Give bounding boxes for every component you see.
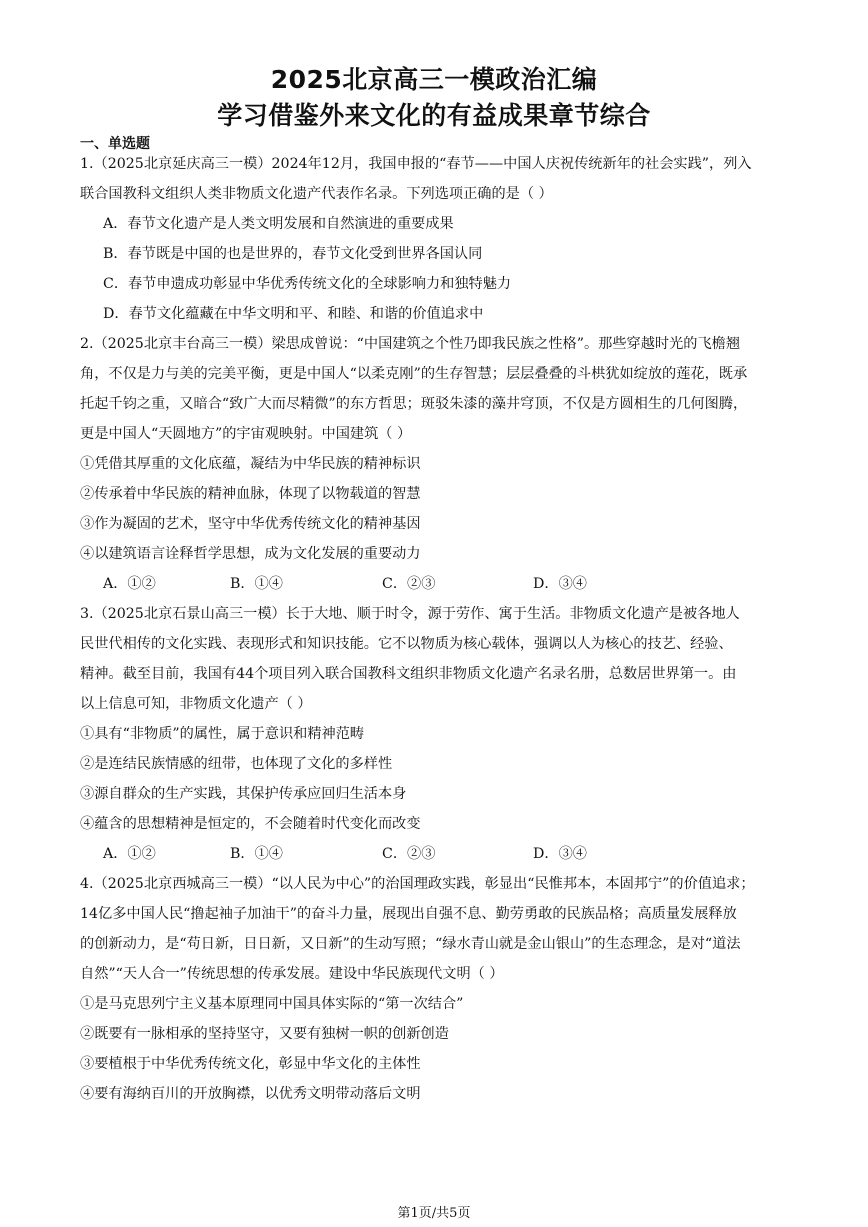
q1-stem-line: 1.（2025北京延庆高三一模）2024年12月，我国申报的“春节——中国人庆祝传统新年的社会实践”，列入 (80, 156, 752, 172)
section-heading: 一、单选题 (80, 136, 150, 152)
q4-item-3: ③要植根于中华优秀传统文化，彰显中华文化的主体性 (80, 1056, 421, 1072)
q1-option-c: C．春节申遗成功彰显中华优秀传统文化的全球影响力和独特魅力 (103, 276, 512, 292)
q2-choice-b: B．①④ (230, 576, 283, 592)
q3-item-1: ①具有“非物质”的属性，属于意识和精神范畴 (80, 726, 365, 742)
q3-choice-b: B．①④ (230, 846, 283, 862)
q3-stem-line: 以上信息可知，非物质文化遗产（ ） (80, 696, 312, 712)
q3-stem-line: 民世代相传的文化实践、表现形式和知识技能。它不以物质为核心载体，强调以人为核心的技艺、经验、 (80, 636, 733, 652)
q1-option-b: B．春节既是中国的也是世界的，春节文化受到世界各国认同 (103, 246, 483, 262)
q4-stem-line: 的创新动力，是“苟日新，日日新，又日新”的生动写照；“绿水青山就是金山银山”的生态理念，是对“道法 (80, 936, 741, 952)
q3-choice-d: D．③④ (533, 846, 587, 862)
q4-item-4: ④要有海纳百川的开放胸襟，以优秀文明带动落后文明 (80, 1086, 421, 1102)
q3-item-3: ③源自群众的生产实践，其保护传承应回归生活本身 (80, 786, 407, 802)
q2-item-3: ③作为凝固的艺术，坚守中华优秀传统文化的精神基因 (80, 516, 421, 532)
q4-stem-line: 4.（2025北京西城高三一模）“以人民为中心”的治国理政实践，彰显出“民惟邦本，本固邦宁”的价值追求； (80, 876, 755, 892)
q4-stem-line: 自然”“天人合一”传统思想的传承发展。建设中华民族现代文明（ ） (80, 966, 504, 982)
q2-stem-line: 2.（2025北京丰台高三一模）梁思成曾说：“中国建筑之个性乃即我民族之性格”。那些穿越时光的飞檐翘 (80, 336, 741, 352)
q3-choice-c: C．②③ (382, 846, 436, 862)
q2-item-2: ②传承着中华民族的精神血脉，体现了以物载道的智慧 (80, 486, 421, 502)
q1-option-a: A．春节文化遗产是人类文明发展和自然演进的重要成果 (103, 216, 454, 232)
q2-item-4: ④以建筑语言诠释哲学思想，成为文化发展的重要动力 (80, 546, 421, 562)
q4-stem-line: 14亿多中国人民“撸起袖子加油干”的奋斗力量，展现出自强不息、勤劳勇敢的民族品格；高质量发展释放 (80, 906, 737, 922)
q4-item-1: ①是马克思列宁主义基本原理同中国具体实际的“第一次结合” (80, 996, 464, 1012)
document-title: 2025北京高三一模政治汇编 (270, 65, 598, 94)
q3-item-2: ②是连结民族情感的纽带，也体现了文化的多样性 (80, 756, 393, 772)
q2-choice-a: A．①② (103, 576, 156, 592)
page-footer: 第1页/共5页 (397, 1206, 471, 1221)
q2-stem-line: 更是中国人“天圆地方”的宇宙观映射。中国建筑（ ） (80, 426, 412, 442)
document-subtitle: 学习借鉴外来文化的有益成果章节综合 (217, 101, 651, 130)
q2-choice-d: D．③④ (533, 576, 587, 592)
q4-item-2: ②既要有一脉相承的坚持坚守，又要有独树一帜的创新创造 (80, 1026, 449, 1042)
q3-stem-line: 精神。截至目前，我国有44个项目列入联合国教科文组织非物质文化遗产名录名册，总数居世界第一。由 (80, 666, 737, 682)
q3-item-4: ④蕴含的思想精神是恒定的，不会随着时代变化而改变 (80, 816, 421, 832)
q3-stem-line: 3.（2025北京石景山高三一模）长于大地、顺于时令，源于劳作、寓于生活。非物质文化遗产是被各地人 (80, 606, 740, 622)
q2-stem-line: 角，不仅是力与美的完美平衡，更是中国人“以柔克刚”的生存智慧；层层叠叠的斗栱犹如绽放的莲花，既承 (80, 366, 748, 382)
q1-option-d: D．春节文化蕴藏在中华文明和平、和睦、和谐的价值追求中 (103, 306, 484, 322)
q1-stem-line: 联合国教科文组织人类非物质文化遗产代表作名录。下列选项正确的是（ ） (80, 186, 553, 202)
q3-choice-a: A．①② (103, 846, 156, 862)
q2-stem-line: 托起千钧之重，又暗合“致广大而尽精微”的东方哲思；斑驳朱漆的藻井穹顶，不仅是方圆相生的几何图腾， (80, 396, 748, 412)
q2-item-1: ①凭借其厚重的文化底蕴，凝结为中华民族的精神标识 (80, 456, 421, 472)
q2-choice-c: C．②③ (382, 576, 436, 592)
